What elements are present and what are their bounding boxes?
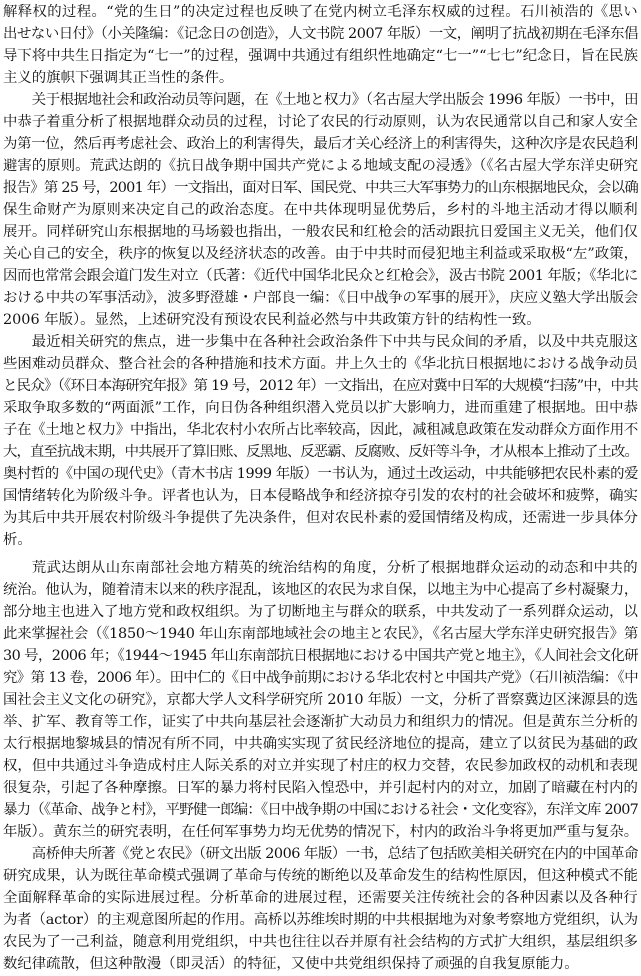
text-line-content: 荒武达朗从山东南部社会地方精英的统治结构的角度，分析了根据地群众运动的动态和中共的 xyxy=(31,560,638,576)
text-line-content: 避害的原则。荒武达朗的《抗日战争期中国共产党による地域支配の浸透》（《名古屋大学东洋史研究 xyxy=(3,158,638,174)
text-line xyxy=(3,645,638,667)
text-line xyxy=(3,111,638,133)
text-line-content: 举、扩军、教育等工作，证实了中共向基层社会逐渐扩大动员力和组织力的情况。但是黄东兰分析的 xyxy=(3,714,638,730)
text-line xyxy=(3,931,638,953)
text-line-content: 高桥伸夫所著《党と农民》（研文出版 2006 年版）一书，总结了包括欧美相关研究在内的中国革命 xyxy=(31,846,638,862)
text-line xyxy=(3,177,638,199)
text-line xyxy=(3,909,638,931)
text-line xyxy=(3,799,638,821)
text-line-content: 太行根据地黎城县的情况有所不同，中共确实实现了贫民经济地位的提高，建立了以贫民为基础的政 xyxy=(3,736,638,752)
text-line-content: 为其后中共开展农村阶级斗争提供了先决条件，但对农民朴素的爱国情绪及构成，还需进一步具体分 xyxy=(3,510,638,526)
text-line-content: 国社会主义文化の研究》，京都大学人文科学研究所 2010 年版）一文，分析了晋察冀边区涞源县的选 xyxy=(3,692,638,708)
text-line-content: 关于根据地社会和政治动员等问题，在《土地と权力》（名古屋大学出版会 1996 年版）一书中，田 xyxy=(31,92,638,108)
text-line-content: 研究成果，认为既往革命模式强调了革命与传统的断绝以及革命发生的结构性原因，但这种模式不能 xyxy=(3,868,638,884)
text-line xyxy=(3,821,638,843)
text-line-content: 些困难动员群众、整合社会的各种措施和技术方面。井上久士的《华北抗日根据地における战争动员 xyxy=(3,356,638,372)
text-line xyxy=(3,507,638,529)
text-line-content: 展开。同样研究山东根据地的马场毅也指出，一般农民和红枪会的活动跟抗日爱国主义无关，他们仅 xyxy=(3,224,638,240)
text-line xyxy=(3,287,638,309)
paragraph xyxy=(3,557,638,843)
text-line-content: 农民为了一己利益，随意利用党组织，中共也往往以吞并原有社会结构的方式扩大组织，基层组织多 xyxy=(3,934,638,950)
text-line xyxy=(3,89,638,111)
text-line xyxy=(3,887,638,909)
text-line xyxy=(3,23,638,45)
text-line-content: 年版）。黄东兰的研究表明，在任何军事势力均无优势的情况下，村内的政治斗争将更加严重与复杂。 xyxy=(3,824,638,840)
paragraph xyxy=(3,1,638,89)
text-line xyxy=(3,331,638,353)
text-line xyxy=(3,243,638,265)
text-line-content: おける中共の军事活动》，波多野澄雄・户部良一编：《日中战争の军事的展开》，庆应义塾大学出版会 xyxy=(3,290,638,306)
text-line xyxy=(3,733,638,755)
text-line xyxy=(3,309,638,331)
text-line xyxy=(3,529,638,551)
text-line-content: 子在《土地と权力》中指出，华北农村小农所占比率较高，因此，减租减息政策在发动群众方面作用不 xyxy=(3,422,638,438)
text-line xyxy=(3,353,638,375)
text-line-content: 为第一位，然后再考虑社会、政治上的利害得失，最后才关心经济上的利害得失，这种次序是农民趋利 xyxy=(3,136,638,152)
text-line xyxy=(3,953,638,975)
text-line-content: 30 号，2006 年；《1944～1945 年山东南部抗日根据地における中国共产党と地主》，《人间社会文化研 xyxy=(3,648,638,664)
text-line xyxy=(3,45,638,67)
text-line-content: 中恭子着重分析了根据地群众动员的过程，讨论了农民的行动原则，认为农民通常以自己和家人安全 xyxy=(3,114,638,130)
text-line xyxy=(3,623,638,645)
text-line-content: 暴力（《革命、战争と村》，平野健一郎编：《日中战争期の中国における社会・文化变容》，东洋文库 2007 xyxy=(3,802,638,818)
text-line xyxy=(3,133,638,155)
text-line xyxy=(3,67,638,89)
text-line xyxy=(3,1,638,23)
text-line-content: 主义的旗帜下强调其正当性的条件。 xyxy=(3,70,234,86)
text-line-content: 最近相关研究的焦点，进一步集中在各种社会政治条件下中共与民众间的矛盾，以及中共克服这 xyxy=(31,334,638,350)
paragraph xyxy=(3,89,638,331)
text-line-content: 部分地主也进入了地方党和政权组织。为了切断地主与群众的联系，中共发动了一系列群众运动，以 xyxy=(3,604,638,620)
text-line xyxy=(3,711,638,733)
text-line-content: 2006 年版）。显然，上述研究没有预设农民利益必然与中共政策方针的结构性一致。 xyxy=(3,312,541,328)
text-line-content: 此来掌握社会（《1850～1940 年山东南部地域社会の地主と农民》，《名古屋大学东洋史研究报告》第 xyxy=(3,626,638,642)
text-line xyxy=(3,843,638,865)
text-line xyxy=(3,397,638,419)
text-line-content: と民众》（《环日本海研究年报》第 19 号，2012 年）一文指出，在应对冀中日军的大规模“扫荡”中，中共 xyxy=(3,378,638,394)
text-line-content: 为者（actor）的主观意图所起的作用。高桥以苏维埃时期的中共根据地为对象考察地方党组织，认为 xyxy=(3,912,638,928)
text-line-content: 因而也常常会跟会道门发生对立（氏著：《近代中国华北民众と红枪会》，汲古书院 2001 年版；《华北に xyxy=(3,268,638,284)
text-line-content: 析。 xyxy=(3,532,32,548)
text-line-content: 关心自己的安全，秩序的恢复以及经济状态的改善。由于中共时而侵犯地主利益或采取极“左”政策， xyxy=(3,246,638,262)
text-line-content: 导下将中共生日指定为“七一”的过程，强调中共通过有组织性地确定“七一”“七七”纪念日，旨在民族 xyxy=(3,48,638,64)
text-line-content: 很复杂，引起了各种摩擦。日军的暴力将村民陷入惶恐中，并引起村内的对立，加剧了暗藏在村内的 xyxy=(3,780,638,796)
text-line-content: 统治。他认为，随着清末以来的秩序混乱，该地区的农民为求自保，以地主为中心提高了乡村凝聚力， xyxy=(3,582,638,598)
text-line-content: 采取争取多数的“两面派”工作，向日伪各种组织潜入党员以扩大影响力，进而重建了根据地。田中恭 xyxy=(3,400,638,416)
text-line xyxy=(3,689,638,711)
paragraph xyxy=(3,843,638,975)
text-line-content: 解释权的过程。“党的生日”的决定过程也反映了在党内树立毛泽东权威的过程。石川祯浩的《思い xyxy=(3,4,638,20)
text-line xyxy=(3,265,638,287)
text-line xyxy=(3,485,638,507)
text-line-content: 全面解释革命的实际进展过程。分析革命的进展过程，还需要关注传统社会的各种因素以及各种行 xyxy=(3,890,638,906)
text-line-content: 国情绪转化为阶级斗争。评者也认为，日本侵略战争和经济掠夺引发的农村的社会破坏和疲弊，确实 xyxy=(3,488,638,504)
text-line xyxy=(3,441,638,463)
text-line xyxy=(3,221,638,243)
text-line-content: 权，但中共通过斗争造成村庄人际关系的对立并实现了村庄的权力交替，农民参加政权的动机和表现 xyxy=(3,758,638,774)
text-line xyxy=(3,155,638,177)
text-line-content: 报告》第 25 号，2001 年）一文指出，面对日军、国民党、中共三大军事势力的山东根据地民众，会以确 xyxy=(3,180,638,196)
text-line xyxy=(3,667,638,689)
text-line-content: 保生命财产为原则来决定自己的政治态度。在中共体现明显优势后，乡村的斗地主活动才得以顺利 xyxy=(3,202,638,218)
text-line-content: 数纪律疏散，但这种散漫（即灵活）的特征，又使中共党组织保持了顽强的自我复原能力。 xyxy=(3,956,579,972)
text-line xyxy=(3,777,638,799)
text-line xyxy=(3,199,638,221)
text-line xyxy=(3,865,638,887)
text-line xyxy=(3,579,638,601)
text-line-content: 大，直至抗战末期，中共展开了算旧账、反黑地、反恶霸、反腐败、反奸等斗争，才从根本上推动了土改。 xyxy=(3,444,638,460)
text-line xyxy=(3,375,638,397)
text-line xyxy=(3,419,638,441)
text-line xyxy=(3,755,638,777)
text-line-content: 出せない日付》（小关隆编：《记念日の创造》，人文书院 2007 年版）一文，阐明了抗战初期在毛泽东倡 xyxy=(3,26,638,42)
text-line xyxy=(3,557,638,579)
text-line xyxy=(3,601,638,623)
text-line xyxy=(3,463,638,485)
text-line-content: 究》第 13 卷，2006 年）。田中仁的《日中战争前期における华北农村と中国共产党》（石川祯浩编：《中 xyxy=(3,670,638,686)
text-line-content: 奥村哲的《中国の现代史》（青木书店 1999 年版）一书认为，通过土改运动，中共能够把农民朴素的爱 xyxy=(3,466,638,482)
paragraph xyxy=(3,331,638,551)
